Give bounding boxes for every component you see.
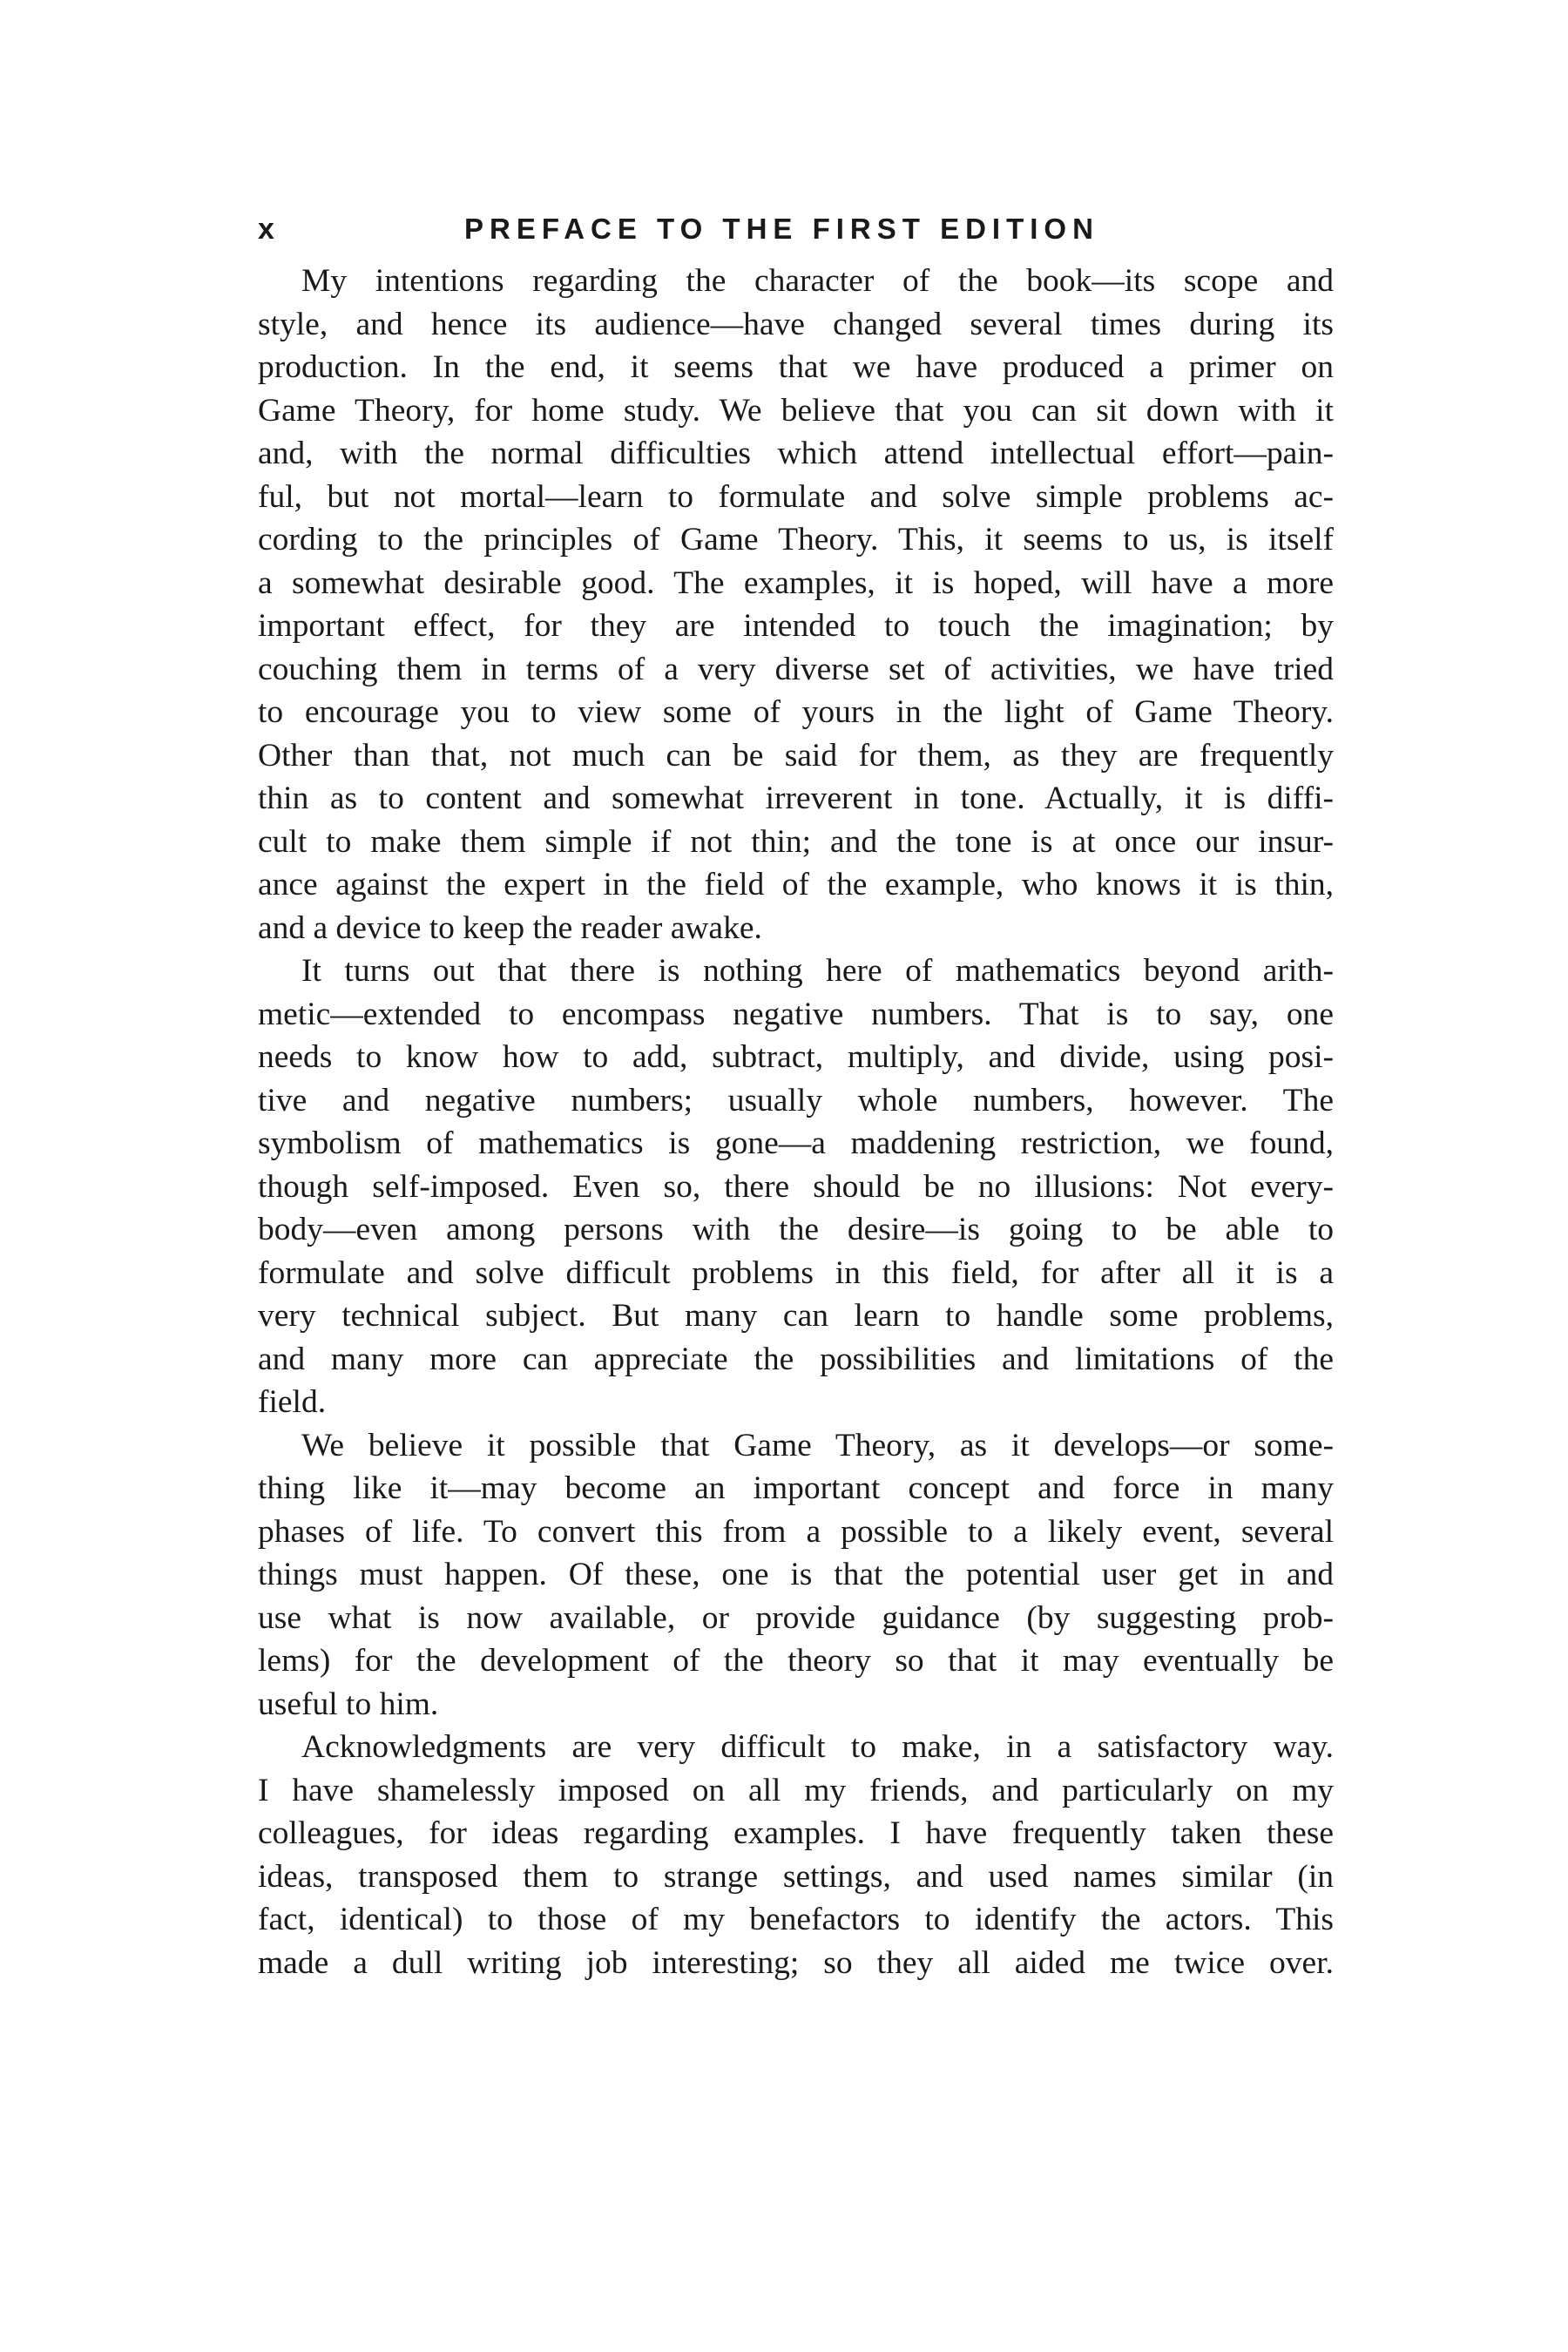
text-line: Acknowledgments are very difficult to make, in a satisfactory way. xyxy=(301,1729,1334,1765)
running-head-title: PREFACE TO THE FIRST EDITION xyxy=(464,213,1099,245)
text-line: ful, but not mortal—learn to formulate and solve simple problems ac- xyxy=(258,478,1334,515)
text-line: to encourage you to view some of yours in the light of Game Theory. xyxy=(258,694,1334,730)
text-line: tive and negative numbers; usually whole numbers, however. The xyxy=(258,1082,1334,1119)
text-line: very technical subject. But many can learn to handle some problems, xyxy=(258,1298,1334,1334)
text-line: and, with the normal difficulties which attend intellectual effort—pain- xyxy=(258,436,1334,471)
text-line: needs to know how to add, subtract, multiply, and divide, using posi- xyxy=(258,1039,1334,1075)
text-line: lems) for the development of the theory so that it may eventually be xyxy=(258,1643,1334,1679)
page-number: x xyxy=(258,213,274,246)
text-line: style, and hence its audience—have changed several times during its xyxy=(258,306,1334,342)
text-line: metic—extended to encompass negative numbers. That is to say, one xyxy=(258,996,1334,1032)
text-line: useful to him. xyxy=(258,1686,439,1722)
text-line: ance against the expert in the field of the example, who knows it is thin, xyxy=(258,867,1334,902)
text-line: field. xyxy=(258,1384,327,1420)
text-line: fact, identical) to those of my benefactors to identify the actors. This xyxy=(258,1902,1334,1937)
text-line: a somewhat desirable good. The examples, it is hoped, will have a more xyxy=(258,564,1334,601)
text-line: cording to the principles of Game Theory. This, it seems to us, is itself xyxy=(258,522,1334,558)
text-line: Other than that, not much can be said for them, as they are frequently xyxy=(258,737,1334,774)
text-line: use what is now available, or provide guidance (by suggesting prob- xyxy=(258,1599,1334,1636)
paragraph xyxy=(258,1424,1334,1727)
text-line: cult to make them simple if not thin; and the tone is at once our insur- xyxy=(258,823,1334,860)
text-line: colleagues, for ideas regarding examples. I have frequently taken these xyxy=(258,1815,1334,1851)
text-line: things must happen. Of these, one is that the potential user get in and xyxy=(258,1557,1334,1592)
body-text xyxy=(258,260,1334,1984)
text-line: thin as to content and somewhat irreverent in tone. Actually, it is diffi- xyxy=(258,781,1334,816)
text-line: symbolism of mathematics is gone—a maddening restriction, we found, xyxy=(258,1125,1334,1161)
paragraph xyxy=(258,950,1334,1424)
text-line: body—even among persons with the desire—is going to be able to xyxy=(258,1212,1334,1247)
running-head xyxy=(258,207,1334,251)
text-line: ideas, transposed them to strange settings, and used names similar (in xyxy=(258,1858,1334,1895)
text-line: formulate and solve difficult problems in this field, for after all it is a xyxy=(258,1254,1334,1291)
text-line: couching them in terms of a very diverse set of activities, we have tried xyxy=(258,651,1334,687)
text-line: important effect, for they are intended to touch the imagination; by xyxy=(258,608,1334,644)
text-line: We believe it possible that Game Theory, as it develops—or some- xyxy=(301,1427,1334,1463)
text-line: Game Theory, for home study. We believe that you can sit down with it xyxy=(258,392,1334,429)
text-line: My intentions regarding the character of the book—its scope and xyxy=(301,263,1334,299)
text-line: It turns out that there is nothing here of mathematics beyond arith- xyxy=(301,953,1334,989)
text-line: and a device to keep the reader awake. xyxy=(258,909,762,946)
text-line: and many more can appreciate the possibilities and limitations of the xyxy=(258,1341,1334,1377)
paragraph xyxy=(258,260,1334,950)
text-line: thing like it—may become an important concept and force in many xyxy=(258,1470,1334,1506)
text-line: production. In the end, it seems that we have produced a primer on xyxy=(258,349,1334,385)
paragraph xyxy=(258,1726,1334,1984)
text-line: phases of life. To convert this from a possible to a likely event, several xyxy=(258,1513,1334,1550)
text-line: though self-imposed. Even so, there should be no illusions: Not every- xyxy=(258,1168,1334,1205)
text-line: made a dull writing job interesting; so they all aided me twice over. xyxy=(258,1944,1334,1981)
text-line: I have shamelessly imposed on all my friends, and particularly on my xyxy=(258,1772,1334,1808)
